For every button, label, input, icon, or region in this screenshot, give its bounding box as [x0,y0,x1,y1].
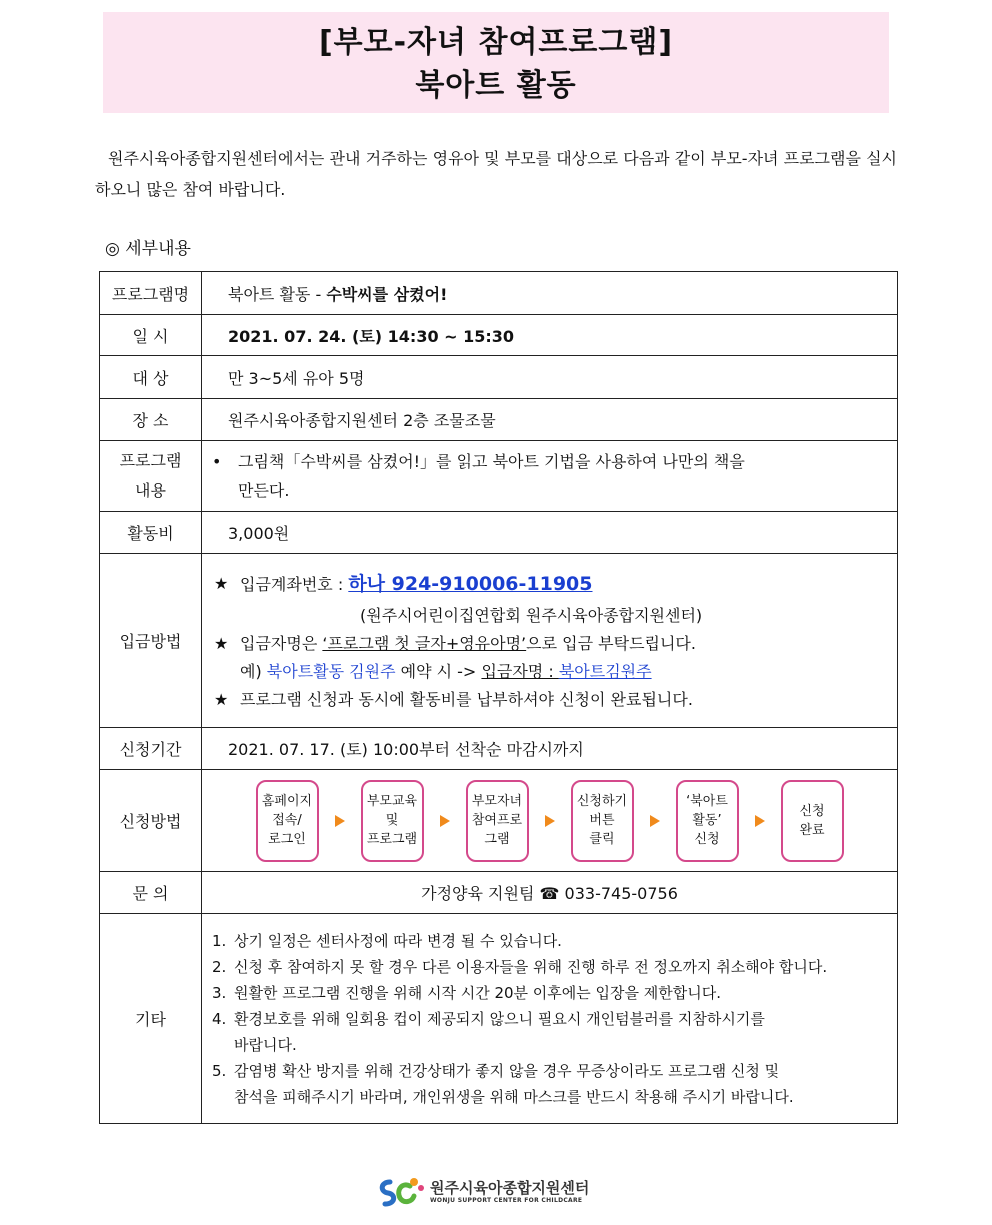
row-contact [100,872,898,914]
footer-name-ko: 원주시육아종합지원센터 [430,1179,590,1197]
content-line2: 만든다. [238,481,290,500]
row-program-name [100,272,898,315]
arrow-right-icon [755,815,765,827]
etc-item: 2. 신청 후 참여하지 못 할 경우 다른 이용자들을 위해 진행 하루 전 정오까지 취소해야 합니다. [212,957,828,976]
row-payment [100,554,898,728]
content-bullet [212,447,897,505]
depositor-prefix: 입금자명은 [240,634,323,653]
arrow-right-icon [650,815,660,827]
row-method [100,770,898,872]
label-place: 장 소 [100,399,202,441]
label-payment: 입금방법 [100,554,202,728]
center-logo-icon [376,1174,426,1210]
value-fee: 3,000원 [202,512,898,554]
account-holder: (원주시어린이집연합회 원주시육아종합지원센터) [360,606,703,625]
label-program-name: 프로그램명 [100,272,202,315]
label-fee: 활동비 [100,512,202,554]
row-datetime [100,315,898,356]
program-name-prefix: 북아트 활동 - [228,284,327,304]
label-content [100,441,202,512]
example-label: 입금자명 : [481,662,559,681]
payment-notice: 프로그램 신청과 동시에 활동비를 납부하셔야 신청이 완료됩니다. [240,690,693,709]
value-place: 원주시육아종합지원센터 2층 조물조물 [202,399,898,441]
program-info-table [99,271,898,1124]
label-content-line2: 내용 [135,481,166,500]
depositor-suffix: 으로 입금 부탁드립니다. [526,634,696,653]
value-method [202,770,898,872]
example-middle: 예약 시 -> [395,662,482,681]
contact-team: 가정양육 지원팀 [421,884,535,903]
step-parent-child-program: 부모자녀 참여프로 그램 [466,780,529,862]
step-parent-education: 부모교육 및 프로그램 [361,780,424,862]
label-etc: 기타 [100,914,202,1124]
star-icon: ★ [214,690,229,709]
application-steps [202,780,897,862]
title-banner [103,12,889,113]
star-icon: ★ [214,574,229,593]
value-content [202,441,898,512]
value-program-name [202,272,898,315]
row-target [100,356,898,399]
example-name: 북아트김원주 [558,662,652,681]
step-login: 홈페이지 접속/ 로그인 [256,780,319,862]
payment-example-line [214,658,897,686]
account-number: 하나 924-910006-11905 [348,573,593,595]
contact-phone: 033-745-0756 [564,884,678,903]
label-period: 신청기간 [100,728,202,770]
value-target: 만 3~5세 유아 5명 [202,356,898,399]
label-datetime: 일 시 [100,315,202,356]
etc-item: 3. 원활한 프로그램 진행을 위해 시작 시간 20분 이후에는 입장을 제한합니다. [212,983,721,1002]
value-contact [202,872,898,914]
arrow-right-icon [440,815,450,827]
footer-logo [376,1174,589,1210]
step-bookart-apply: ‘북아트 활동’ 신청 [676,780,739,862]
intro-paragraph: 원주시육아종합지원센터에서는 관내 거주하는 영유아 및 부모를 대상으로 다음과 같이 부모-자녀 프로그램을 실시하오니 많은 참여 바랍니다. [95,149,897,199]
row-place [100,399,898,441]
value-payment [202,554,898,728]
row-period [100,728,898,770]
page-title-line1: [부모-자녀 참여프로그램] [318,25,674,60]
etc-item: 5. 감염병 확산 방지를 위해 건강상태가 좋지 않을 경우 무증상이라도 프로그램 신청 및 참석을 피해주시기 바라며, 개인위생을 위해 마스크를 반드시 착용해 주시기 바랍니다. [212,1061,794,1106]
etc-item: 1. 상기 일정은 센터사정에 따라 변경 될 수 있습니다. [212,931,562,950]
step-complete: 신청 완료 [781,780,844,862]
label-content-line1: 프로그램 [119,451,182,470]
depositor-format: ‘프로그램 첫 글자+영유아명’ [322,634,527,653]
phone-icon: ☎ [539,884,560,903]
bullet-mark: • [212,452,222,471]
content-line1: 그림책「수박씨를 삼켰어!」를 읽고 북아트 기법을 사용하여 나만의 책을 [238,452,745,471]
value-period: 2021. 07. 17. (토) 10:00부터 선착순 마감시까지 [202,728,898,770]
payment-notice-line [214,686,897,714]
etc-item: 4. 환경보호를 위해 일회용 컵이 제공되지 않으니 필요시 개인텀블러를 지참하시기를 바랍니다. [212,1009,765,1054]
program-name-title: 수박씨를 삼켰어! [326,284,448,304]
payment-account-line [214,567,897,602]
example-booking: 북아트활동 김원주 [266,662,396,681]
footer-name-en: WONJU SUPPORT CENTER FOR CHILDCARE [430,1197,583,1204]
label-target: 대 상 [100,356,202,399]
label-contact: 문 의 [100,872,202,914]
arrow-right-icon [335,815,345,827]
content-text [238,447,745,505]
row-fee [100,512,898,554]
section-heading: ◎ 세부내용 [105,239,191,259]
row-content [100,441,898,512]
page-title-line2: 북아트 활동 [415,68,577,103]
account-label: 입금계좌번호 : [240,575,349,594]
value-datetime: 2021. 07. 24. (토) 14:30 ~ 15:30 [202,315,898,356]
row-etc [100,914,898,1124]
star-icon: ★ [214,634,229,653]
example-prefix: 예) [240,662,267,681]
label-method: 신청방법 [100,770,202,872]
arrow-right-icon [545,815,555,827]
step-click-apply: 신청하기 버튼 클릭 [571,780,634,862]
value-etc [202,914,898,1124]
payment-depositor-line [214,630,897,658]
